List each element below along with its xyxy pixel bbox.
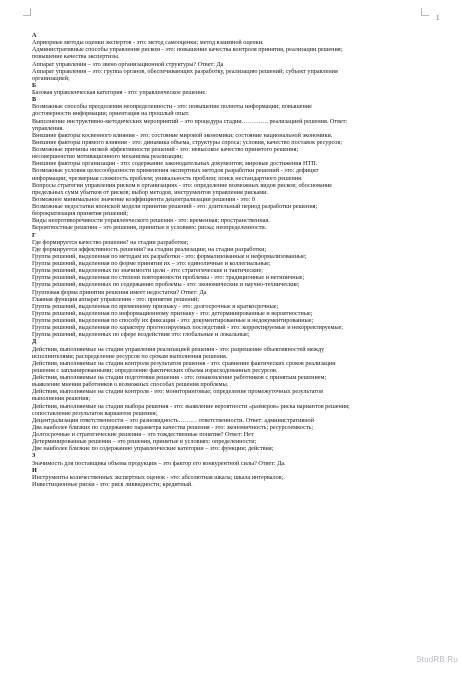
text-line: Внешние факторы прямого влияния - это: динамика объема, структуры спроса; условия, качество поставок ресурсов;	[32, 138, 342, 146]
text-line: Группа решений, выделенная по форме принятия их – это: единоличные и коллегиальные;	[32, 260, 271, 267]
text-line: Аппарат управления – это: группа органов, обеспечивающих разработку, реализацию решений; субъект управления	[32, 67, 338, 75]
text-line: Детерминированные решения – это решения, принятые в условиях: определенности;	[32, 438, 257, 446]
page-corner-mark-top-right	[421, 8, 429, 16]
text-line: предельных сумм убытков от рисков; выбор методов, инструментов управления рисками.	[32, 188, 268, 196]
text-line: Главная функция аппарат управления - это: принятие решений;	[32, 295, 199, 303]
text-line: Группа решений, выделенная по временному признаку - это: долгосрочные и краткосрочные;	[32, 302, 279, 310]
text-line: Группа решений, выделенная по характеру прогнозируемых последствий - это: корректируемые и некорректируемые;	[32, 324, 344, 332]
text-line: Вероятностные решения – это решения, принятые в условиях: риска; неопределенности.	[32, 224, 267, 232]
text-line: Значимость для поставщика объема продукции – это фактор его конкурентной силы? Ответ: Да.	[32, 459, 286, 467]
text-line: Вопросы стратегии управления риском в организациях - это: определение возможных видов рисков; обоснование	[32, 181, 333, 189]
text-line: Групповая форма принятия решения имеет недостатки? Ответ: Да	[32, 288, 207, 296]
text-line: Базовая управленческая категория - это: управленческое решение.	[32, 89, 207, 96]
text-line: достоверности информации; ориентация на прошлый опыт.	[32, 110, 190, 118]
text-line: Внешние факторы организации - это: содержание законодательных документов; мировые достижения НТП.	[32, 160, 318, 168]
text-line: Где формируется эффективность решения? на стадии реализации; на стадии разработки;	[32, 245, 267, 253]
section-letter: З	[32, 452, 36, 460]
text-line: выполнения решения;	[32, 395, 91, 403]
text-line: Виды непротиворечивости управленческого решения - это: временная; пространственная.	[32, 217, 270, 225]
text-line: Внешние факторы косвенного влияния - это: состояние мировой экономики; состояние национальной экономики.	[32, 131, 333, 139]
text-line: Группа решений, выделенных по содержанию проблемы - это: экономические и научно-технические;	[32, 281, 300, 289]
text-line: несовершенство мотивационного механизма реализации;	[32, 153, 183, 161]
text-line: Возможные способы преодоления неопределенности - это: повышение полноты информации; повышение	[32, 103, 312, 111]
text-line: Аппарат управления – это звено организационной структуры? Ответ: Да	[32, 60, 224, 68]
text-line: Действия, выполняемые на стадии выбора решения - это: выявление вероятности «размеров» риска вариантов решения;	[32, 402, 350, 410]
text-line: управления.	[32, 124, 64, 132]
text-line: организацией;	[32, 74, 70, 82]
text-line: Действия, выполняемые на стадии управления реализацией решения - это: разрешение объективностей между	[32, 345, 325, 353]
section-letter: А	[32, 32, 37, 39]
text-line: Возможные условия целесообразности применения экспертных методов разработки решений - это: дефицит	[32, 167, 319, 175]
text-line: Децентрализация ответственности – это разновидность……… ответственности. Ответ: административной	[32, 416, 314, 424]
text-line: Возможные причины низкой эффективности решений - это: невысокое качество принятого решения;	[32, 146, 299, 153]
text-line: Группа решений, выделенная по методам их разработки - это: формализованные и неформализованные;	[32, 252, 307, 260]
text-line: решения с запланированными; определение фактических объема израсходованных ресурсов.	[32, 366, 278, 374]
text-line: Группа решений, выделенная по информационному признаку - это: детерминированные и вероятностные;	[32, 309, 313, 317]
text-line: повышение качества экспертизы.	[32, 53, 120, 61]
text-line: Априорные методы оценки экспертов - это: метод самооценки; метод взаимной оценки.	[32, 39, 264, 47]
text-line: выявление мнения работников о возможных способах решения проблемы.	[32, 381, 229, 389]
text-line: Две наиболее близкие по содержанию управленческие категории – это: функции; действия;	[32, 445, 274, 453]
text-line: Действия, выполняемые на стадии контроля результатов решения - это: сравнение фактических сроков реализации	[32, 359, 336, 367]
document-body	[32, 32, 440, 488]
section-letter: И	[32, 466, 37, 474]
text-line: Административные способы управления риском - это: повышение качества контроля принятия, реализации решения;	[32, 46, 343, 54]
text-line: исполнителями; распределение ресурсов по срокам выполнения решения.	[32, 352, 228, 360]
page-corner-mark-top-left	[23, 8, 31, 16]
text-line: Долгосрочные и стратегические решения – это тождественные понятия? Ответ: Нет	[32, 431, 254, 438]
text-line: Действия, выполняемые на стадии подготовки решения - это: ознакомление работников с принятым решением;	[32, 374, 327, 381]
text-line: бюрократизация принятия решений;	[32, 210, 129, 218]
section-letter: В	[32, 96, 37, 104]
text-line: Где формируется качество решения? на стадии разработки;	[32, 238, 189, 246]
section-letter: Г	[32, 231, 36, 239]
text-line: Выполнение инструктивно-методических мероприятий – это процедура стадии…………. реализацией решения. Ответ:	[32, 117, 348, 125]
text-line: Два наиболее близких по содержанию параметра качества решения - это: экономичность; ресурсоемкость;	[32, 423, 314, 431]
section-letter: Д	[32, 338, 37, 346]
text-line: Группа решений, выделенных по сфере воздействия это: глобальные и локальные;	[32, 331, 250, 339]
text-line: Возможные недостатки японской модели принятия решений - это: длительный период разработки решения;	[32, 203, 318, 210]
text-line: Возможное минимальное значение коэффициента децентрализации решения - это: 0	[32, 195, 255, 203]
text-line: сопоставление результатов вариантов решения;	[32, 409, 158, 417]
text-line: Инструменты количественных экспертных оценок - это: абсолютная шкала; шкала интервалов;.	[32, 473, 285, 481]
text-line: Инвестиционные риски - это: риск ликвидности; кредитный.	[32, 480, 193, 488]
text-line: Группа решений, выделенных по значимости цели - это: стратегические и тактические;	[32, 267, 263, 275]
text-line: Действия, выполняемые на стадии контроля - это: мониторинговые; определение промежуточных результатов	[32, 388, 323, 396]
section-letter: Б	[32, 81, 37, 89]
page-number: 1	[436, 14, 440, 22]
text-line: Группа решений, выделенная по способу их фиксации - это: документированные и недокументированные;	[32, 317, 314, 324]
watermark: StudRB.Ru	[416, 655, 458, 664]
text-line: информации; чрезмерная сложность проблем; уникальность проблем; поиск нестандартного решения.	[32, 174, 303, 182]
text-line: Группа решений, выделенная по степени повторяемости проблемы - это: традиционные и нетипичные;	[32, 274, 305, 282]
